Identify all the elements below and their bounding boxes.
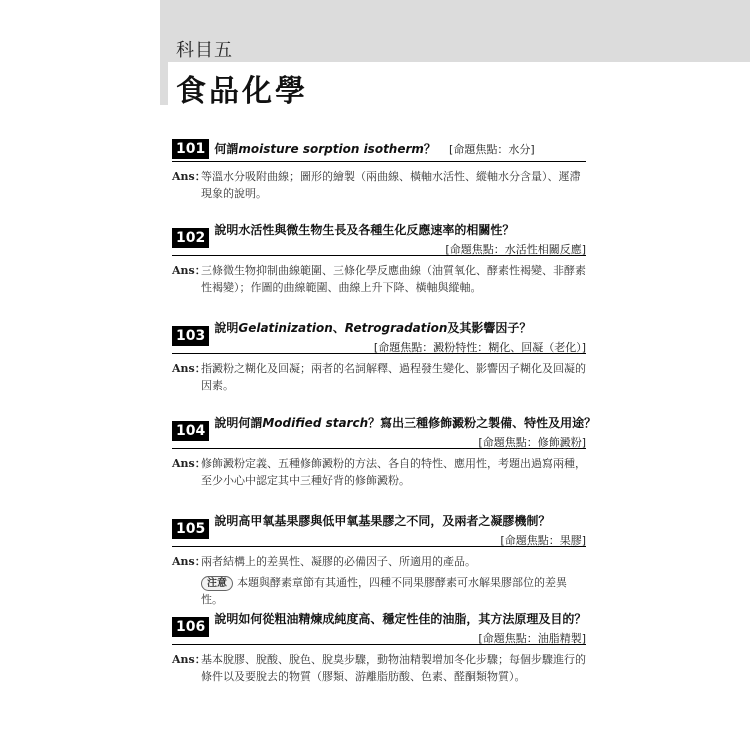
note-badge: 注意 [201, 576, 233, 591]
question-103 [172, 317, 586, 394]
answer-label: Ans： [172, 264, 206, 277]
note [172, 574, 586, 608]
answer-label: Ans： [172, 457, 206, 470]
answer-label: Ans： [172, 653, 206, 666]
question-104 [172, 412, 597, 489]
question-102 [172, 219, 586, 296]
question-focus: [命題焦點：油脂精製] [478, 632, 586, 645]
answer-line: 基本脫膠、脫酸、脫色、脫臭步驟，動物油精製增加冬化步驟；每個步驟進行的 [201, 653, 586, 666]
answer-line: 至少小心中認定其中三種好背的修飾澱粉。 [201, 474, 410, 487]
subject-label: 科目五 [176, 40, 233, 61]
answer-line: 指澱粉之糊化及回凝；兩者的名詞解釋、過程發生變化、影響因子糊化及回凝的 [201, 362, 586, 375]
answer-line: 修飾澱粉定義、五種修飾澱粉的方法、各自的特性、應用性，考題出過寫兩種， [201, 457, 586, 470]
question-focus: [命題焦點：果膠] [500, 534, 586, 547]
answer-line: 因素。 [201, 379, 234, 392]
question-number: 104 [172, 421, 209, 441]
question-focus: [命題焦點：修飾澱粉] [478, 436, 586, 449]
answer-line: 性褐變）；作圖的曲線範圍、曲線上升下降、橫軸與縱軸。 [201, 281, 482, 294]
answer-label: Ans： [172, 362, 206, 375]
question-number: 101 [172, 139, 209, 159]
answer-line: 三條微生物抑制曲線範圍、三條化學反應曲線（油質氧化、酵素性褐變、非酵素 [201, 264, 586, 277]
answer [172, 360, 586, 394]
question-106 [172, 608, 586, 685]
question-title: 說明Gelatinization、Retrogradation及其影響因子？ [214, 321, 532, 335]
answer-line: 現象的說明。 [201, 186, 267, 200]
question-101 [172, 138, 586, 202]
question-number: 103 [172, 326, 209, 346]
question-title: 說明高甲氧基果膠與低甲氧基果膠之不同，及兩者之凝膠機制？ [214, 514, 551, 528]
answer-line: 兩者結構上的差異性、凝膠的必備因子、所適用的產品。 [201, 555, 476, 568]
question-focus: [命題焦點：澱粉特性：糊化、回凝（老化）] [373, 341, 586, 354]
answer-label: Ans： [172, 169, 206, 183]
page-title: 食品化學 [176, 74, 308, 109]
question-title: 何謂moisture sorption isotherm？ [214, 142, 436, 156]
question-number: 105 [172, 519, 209, 539]
answer-line: 等溫水分吸附曲線；圖形的繪製（兩曲線、橫軸水活性、縱軸水分含量）、遲滯 [201, 169, 581, 183]
answer [172, 168, 586, 202]
question-title: 說明水活性與微生物生長及各種生化反應速率的相關性？ [214, 223, 515, 237]
question-focus: [命題焦點：水分] [449, 142, 535, 156]
note-text: 本題與酵素章節有其通性，四種不同果膠酵素可水解果膠部位的差異性。 [201, 576, 567, 606]
answer [172, 455, 586, 489]
question-105 [172, 510, 586, 608]
answer [172, 553, 586, 570]
question-number: 102 [172, 228, 209, 248]
question-title: 說明何謂Modified starch？寫出三種修飾澱粉之製備、特性及用途？ [214, 416, 597, 430]
answer [172, 262, 586, 296]
question-title: 說明如何從粗油精煉成純度高、穩定性佳的油脂，其方法原理及目的？ [214, 612, 587, 626]
question-focus: [命題焦點：水活性相關反應] [445, 243, 586, 256]
answer-label: Ans： [172, 555, 206, 568]
question-number: 106 [172, 617, 209, 637]
answer-line: 條件以及要脫去的物質（膠類、游離脂肪酸、色素、醛酮類物質）。 [201, 670, 526, 683]
question-rule [172, 161, 586, 162]
answer [172, 651, 586, 685]
